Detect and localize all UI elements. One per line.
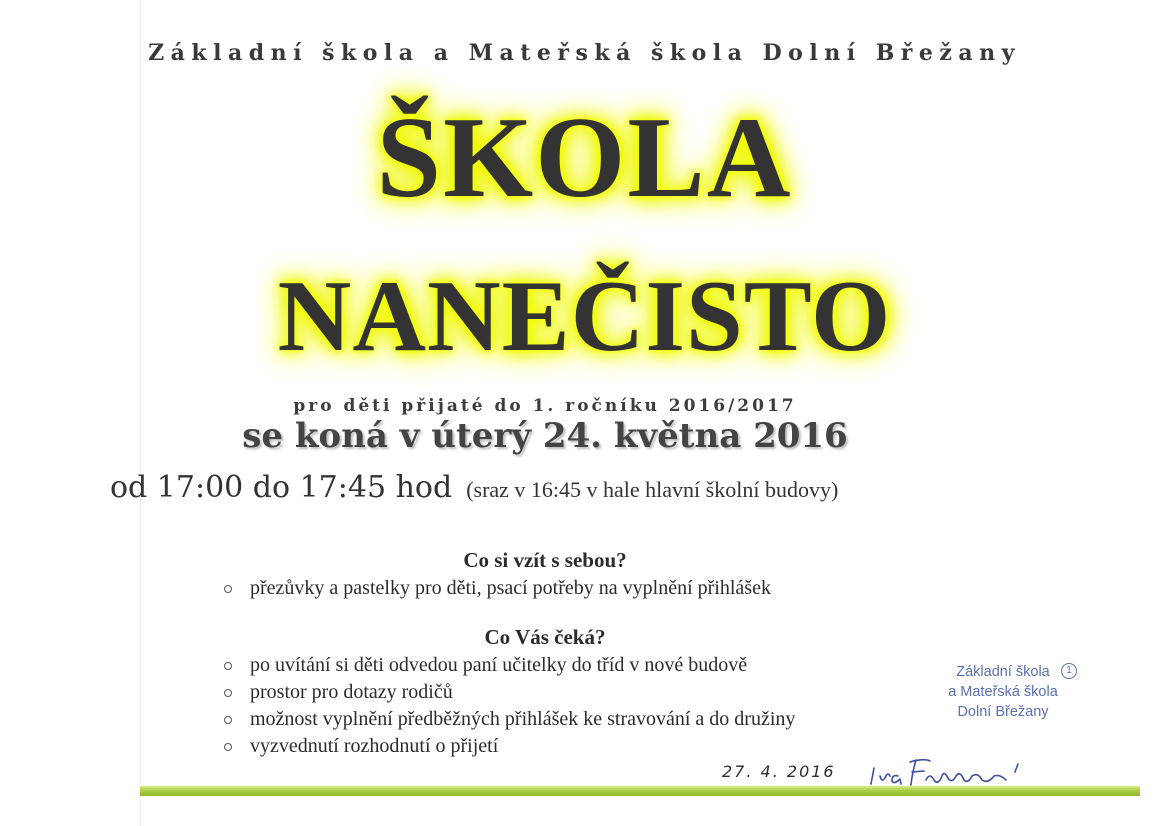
expect-title: Co Vás čeká? [484, 625, 606, 649]
bullet-icon [224, 716, 232, 724]
school-stamp [928, 662, 1078, 722]
bullet-icon [224, 662, 232, 670]
handwritten-date: 27. 4. 2016 [722, 762, 836, 781]
list-item [222, 733, 795, 760]
expect-list [222, 652, 795, 760]
list-item-text: vyzvednutí rozhodnutí o přijetí [250, 735, 499, 757]
event-meeting-note: (sraz v 16:45 v hale hlavní školní budovy) [466, 477, 839, 502]
stamp-line-1: Základní škola [956, 664, 1050, 680]
event-date: se koná v úterý 24. května 2016 [242, 416, 848, 456]
event-time-row [110, 470, 838, 505]
list-item-text: prostor pro dotazy rodičů [250, 681, 453, 703]
list-item [222, 575, 771, 602]
bullet-icon [224, 743, 232, 751]
title-line-2: NANEČISTO [277, 260, 892, 373]
event-audience: pro děti přijaté do 1. ročníku 2016/2017 [293, 396, 797, 416]
bring-list [222, 575, 771, 602]
list-item [222, 652, 795, 679]
list-item-text: po uvítání si děti odvedou paní učitelky do tříd v nové budově [250, 654, 748, 676]
list-item-text: přezůvky a pastelky pro děti, psací potřeby na vyplnění přihlášek [250, 577, 771, 599]
event-time: od 17:00 do 17:45 hod [110, 470, 453, 505]
bring-title: Co si vzít s sebou? [463, 548, 627, 572]
stamp-number-badge: 1 [1061, 663, 1077, 679]
signature-icon [868, 754, 1043, 790]
stamp-line-3: Dolní Břežany [957, 704, 1049, 720]
list-item [222, 706, 795, 733]
bullet-icon [224, 585, 232, 593]
school-name-header: Základní škola a Mateřská škola Dolní Břežany [148, 40, 1021, 66]
bottom-divider [140, 786, 1140, 796]
stamp-line-2: a Mateřská škola [948, 684, 1058, 700]
list-item [222, 679, 795, 706]
title-line-1: ŠKOLA [376, 94, 793, 222]
list-item-text: možnost vyplnění předběžných přihlášek ke stravování a do družiny [250, 708, 796, 730]
bullet-icon [224, 689, 232, 697]
